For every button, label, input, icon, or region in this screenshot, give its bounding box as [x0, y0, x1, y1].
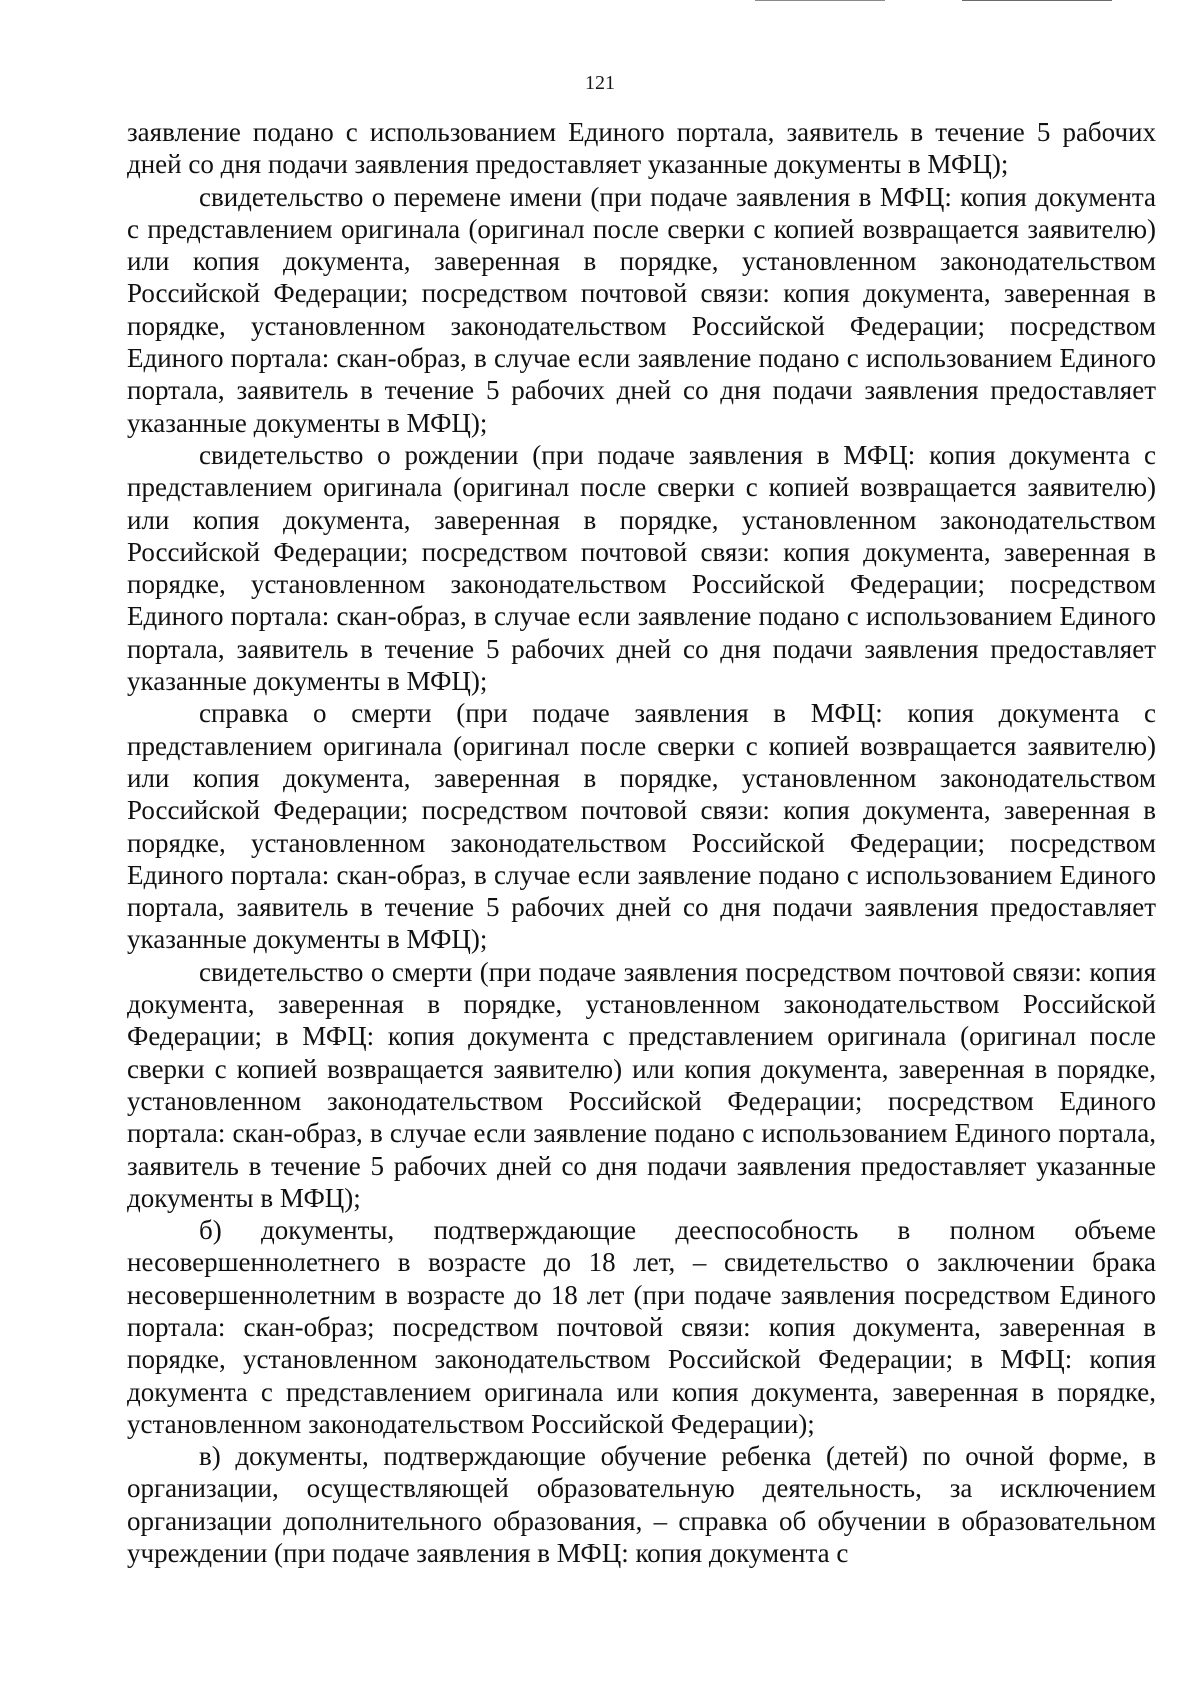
paragraph: свидетельство о смерти (при подаче заявления посредством почтовой связи: копия документа, заверенная в порядке, установленном законодательством Российской Федерации; в МФЦ: копия документа с представлением оригинала (оригинал после сверки с копией возвращается заявителю) или копия документа, заверенная в порядке, установленном законодательством Российской Федерации; посредством Единого портала: скан-образ, в случае если заявление подано с использованием Единого портала, заявитель в течение 5 рабочих дней со дня подачи заявления предоставляет указанные документы в МФЦ); [127, 956, 1156, 1213]
scan-artifact-line [962, 0, 1112, 1]
paragraph: заявление подано с использованием Единого портала, заявитель в течение 5 рабочих дней со дня подачи заявления предоставляет указанные документы в МФЦ); [127, 117, 1156, 180]
paragraph: свидетельство о перемене имени (при подаче заявления в МФЦ: копия документа с представлением оригинала (оригинал после сверки с копией возвращается заявителю) или копия документа, заверенная в порядке, установленном законодательством Российской Федерации; посредством почтовой связи: копия документа, заверенная в порядке, установленном законодательством Российской Федерации; посредством Единого портала: скан-образ, в случае если заявление подано с использованием Единого портала, заявитель в течение 5 рабочих дней со дня подачи заявления предоставляет указанные документы в МФЦ); [127, 181, 1156, 438]
paragraph: свидетельство о рождении (при подаче заявления в МФЦ: копия документа с представлением оригинала (оригинал после сверки с копией возвращается заявителю) или копия документа, заверенная в порядке, установленном законодательством Российской Федерации; посредством почтовой связи: копия документа, заверенная в порядке, установленном законодательством Российской Федерации; посредством Единого портала: скан-образ, в случае если заявление подано с использованием Единого портала, заявитель в течение 5 рабочих дней со дня подачи заявления предоставляет указанные документы в МФЦ); [127, 439, 1156, 697]
document-body [127, 116, 1156, 1569]
scan-artifact-line [755, 0, 885, 1]
page-number: 121 [585, 72, 615, 94]
paragraph: справка о смерти (при подаче заявления в МФЦ: копия документа с представлением оригинала (оригинал после сверки с копией возвращается заявителю) или копия документа, заверенная в порядке, установленном законодательством Российской Федерации; посредством почтовой связи: копия документа, заверенная в порядке, установленном законодательством Российской Федерации; посредством Единого портала: скан-образ, в случае если заявление подано с использованием Единого портала, заявитель в течение 5 рабочих дней со дня подачи заявления предоставляет указанные документы в МФЦ); [127, 698, 1156, 955]
paragraph: б) документы, подтверждающие дееспособность в полном объеме несовершеннолетнего в возрасте до 18 лет, – свидетельство о заключении брака несовершеннолетним в возрасте до 18 лет (при подаче заявления посредством Единого портала: скан-образ; посредством почтовой связи: копия документа, заверенная в порядке, установленном законодательством Российской Федерации; в МФЦ: копия документа с представлением оригинала или копия документа, заверенная в порядке, установленном законодательством Российской Федерации); [127, 1215, 1156, 1439]
paragraph: в) документы, подтверждающие обучение ребенка (детей) по очной форме, в организации, осуществляющей образовательную деятельность, за исключением организации дополнительного образования, – справка об обучении в образовательном учреждении (при подаче заявления в МФЦ: копия документа с [127, 1441, 1156, 1569]
